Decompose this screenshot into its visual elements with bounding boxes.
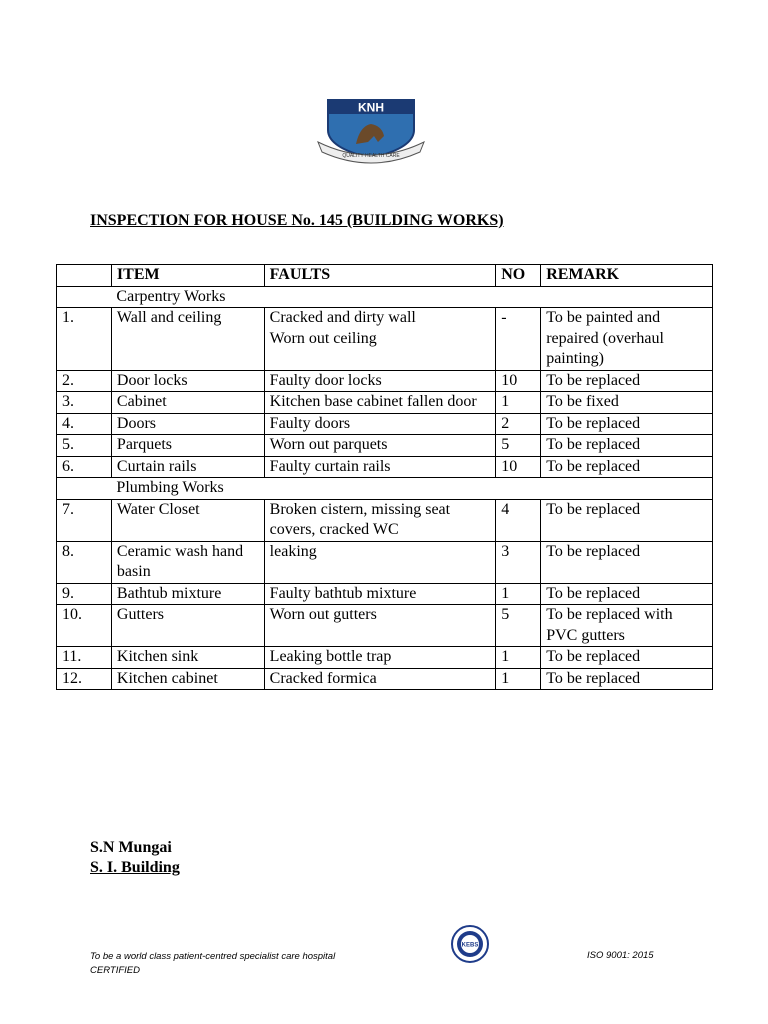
table-body — [57, 286, 713, 690]
section-title: Plumbing Works — [111, 478, 712, 500]
item-cell: Doors — [111, 413, 264, 435]
footer-iso: ISO 9001: 2015 — [587, 950, 654, 961]
item-cell: Bathtub mixture — [111, 583, 264, 605]
faults-cell — [264, 647, 496, 669]
quantity-cell: 5 — [496, 435, 541, 457]
fault-line: Broken cistern, missing seat covers, cracked WC — [269, 500, 451, 538]
table-header-row — [57, 265, 713, 287]
table-row — [57, 583, 713, 605]
remark-cell: To be replaced — [541, 456, 713, 478]
table-row — [57, 605, 713, 647]
fault-line: Leaking bottle trap — [269, 648, 392, 665]
remark-cell: To be painted and repaired (overhaul painting) — [541, 308, 713, 371]
fault-line: Kitchen base cabinet fallen door — [269, 393, 477, 410]
signatory-role: S. I. Building — [90, 859, 180, 876]
faults-cell — [264, 413, 496, 435]
quantity-cell: 1 — [496, 647, 541, 669]
quantity-cell: 5 — [496, 605, 541, 647]
quantity-cell: 1 — [496, 583, 541, 605]
quantity-cell: 3 — [496, 541, 541, 583]
header-number — [57, 265, 112, 287]
quantity-cell: 10 — [496, 370, 541, 392]
quantity-cell: - — [496, 308, 541, 371]
row-number: 1. — [57, 308, 112, 371]
section-title: Carpentry Works — [111, 286, 712, 308]
fault-line: Faulty bathtub mixture — [269, 584, 417, 602]
table-row — [57, 647, 713, 669]
section-row — [57, 478, 713, 500]
faults-cell — [264, 435, 496, 457]
fault-line: Worn out gutters — [269, 606, 377, 623]
hospital-logo — [316, 96, 426, 164]
fault-line: Faulty doors — [269, 414, 351, 432]
table-row — [57, 456, 713, 478]
faults-cell — [264, 308, 496, 371]
faults-cell — [264, 605, 496, 647]
badge-text: KEBS — [461, 942, 479, 949]
header-no: NO — [496, 265, 541, 287]
footer-certified: CERTIFIED — [90, 965, 140, 976]
table-row — [57, 370, 713, 392]
header-faults: FAULTS — [264, 265, 496, 287]
remark-cell: To be replaced — [541, 370, 713, 392]
row-number: 2. — [57, 370, 112, 392]
item-cell: Door locks — [111, 370, 264, 392]
row-number: 5. — [57, 435, 112, 457]
item-cell: Kitchen sink — [111, 647, 264, 669]
item-cell: Water Closet — [111, 499, 264, 541]
signatory-name: S.N Mungai — [90, 839, 172, 856]
remark-cell: To be replaced — [541, 668, 713, 690]
faults-cell — [264, 456, 496, 478]
fault-line: Faulty curtain rails — [269, 457, 391, 475]
row-number: 11. — [57, 647, 112, 669]
fault-line: Cracked formica — [269, 669, 377, 687]
section-spacer — [57, 478, 112, 500]
table-row — [57, 499, 713, 541]
logo-text: KNH — [358, 100, 384, 115]
fault-line: Faulty door locks — [269, 371, 382, 389]
table-row — [57, 668, 713, 690]
row-number: 8. — [57, 541, 112, 583]
item-cell: Cabinet — [111, 392, 264, 414]
row-number: 10. — [57, 605, 112, 647]
remark-cell: To be replaced — [541, 583, 713, 605]
faults-cell — [264, 668, 496, 690]
fault-line: Cracked and dirty wall — [269, 309, 416, 326]
quantity-cell: 1 — [496, 668, 541, 690]
item-cell: Kitchen cabinet — [111, 668, 264, 690]
quantity-cell: 10 — [496, 456, 541, 478]
remark-cell: To be replaced with PVC gutters — [541, 605, 713, 647]
item-cell: Wall and ceiling — [111, 308, 264, 371]
remark-cell: To be fixed — [541, 392, 713, 414]
faults-cell — [264, 370, 496, 392]
quantity-cell: 2 — [496, 413, 541, 435]
item-cell: Curtain rails — [111, 456, 264, 478]
table-row — [57, 435, 713, 457]
fault-line: Worn out parquets — [269, 436, 388, 453]
inspection-table — [56, 264, 713, 690]
row-number: 12. — [57, 668, 112, 690]
header-item: ITEM — [111, 265, 264, 287]
logo-motto: QUALITY HEALTH CARE — [342, 153, 400, 159]
header-remark: REMARK — [541, 265, 713, 287]
row-number: 7. — [57, 499, 112, 541]
fault-line: Worn out ceiling — [269, 329, 377, 347]
item-cell: Parquets — [111, 435, 264, 457]
signature-block — [90, 838, 180, 878]
quantity-cell: 4 — [496, 499, 541, 541]
footer-motto: To be a world class patient-centred specialist care hospital — [90, 951, 336, 962]
faults-cell — [264, 499, 496, 541]
table-row — [57, 392, 713, 414]
footer-motto-block — [90, 950, 335, 978]
table-row — [57, 308, 713, 371]
row-number: 4. — [57, 413, 112, 435]
row-number: 3. — [57, 392, 112, 414]
faults-cell — [264, 392, 496, 414]
remark-cell: To be replaced — [541, 499, 713, 541]
item-cell: Ceramic wash hand basin — [111, 541, 264, 583]
section-row — [57, 286, 713, 308]
table-row — [57, 541, 713, 583]
remark-cell: To be replaced — [541, 541, 713, 583]
faults-cell — [264, 541, 496, 583]
quantity-cell: 1 — [496, 392, 541, 414]
row-number: 6. — [57, 456, 112, 478]
document-title: INSPECTION FOR HOUSE No. 145 (BUILDING WORKS) — [90, 212, 504, 229]
item-cell: Gutters — [111, 605, 264, 647]
table-row — [57, 413, 713, 435]
faults-cell — [264, 583, 496, 605]
remark-cell: To be replaced — [541, 413, 713, 435]
row-number: 9. — [57, 583, 112, 605]
section-spacer — [57, 286, 112, 308]
fault-line: leaking — [269, 542, 317, 560]
certification-badge — [451, 925, 489, 963]
remark-cell: To be replaced — [541, 435, 713, 457]
remark-cell: To be replaced — [541, 647, 713, 669]
